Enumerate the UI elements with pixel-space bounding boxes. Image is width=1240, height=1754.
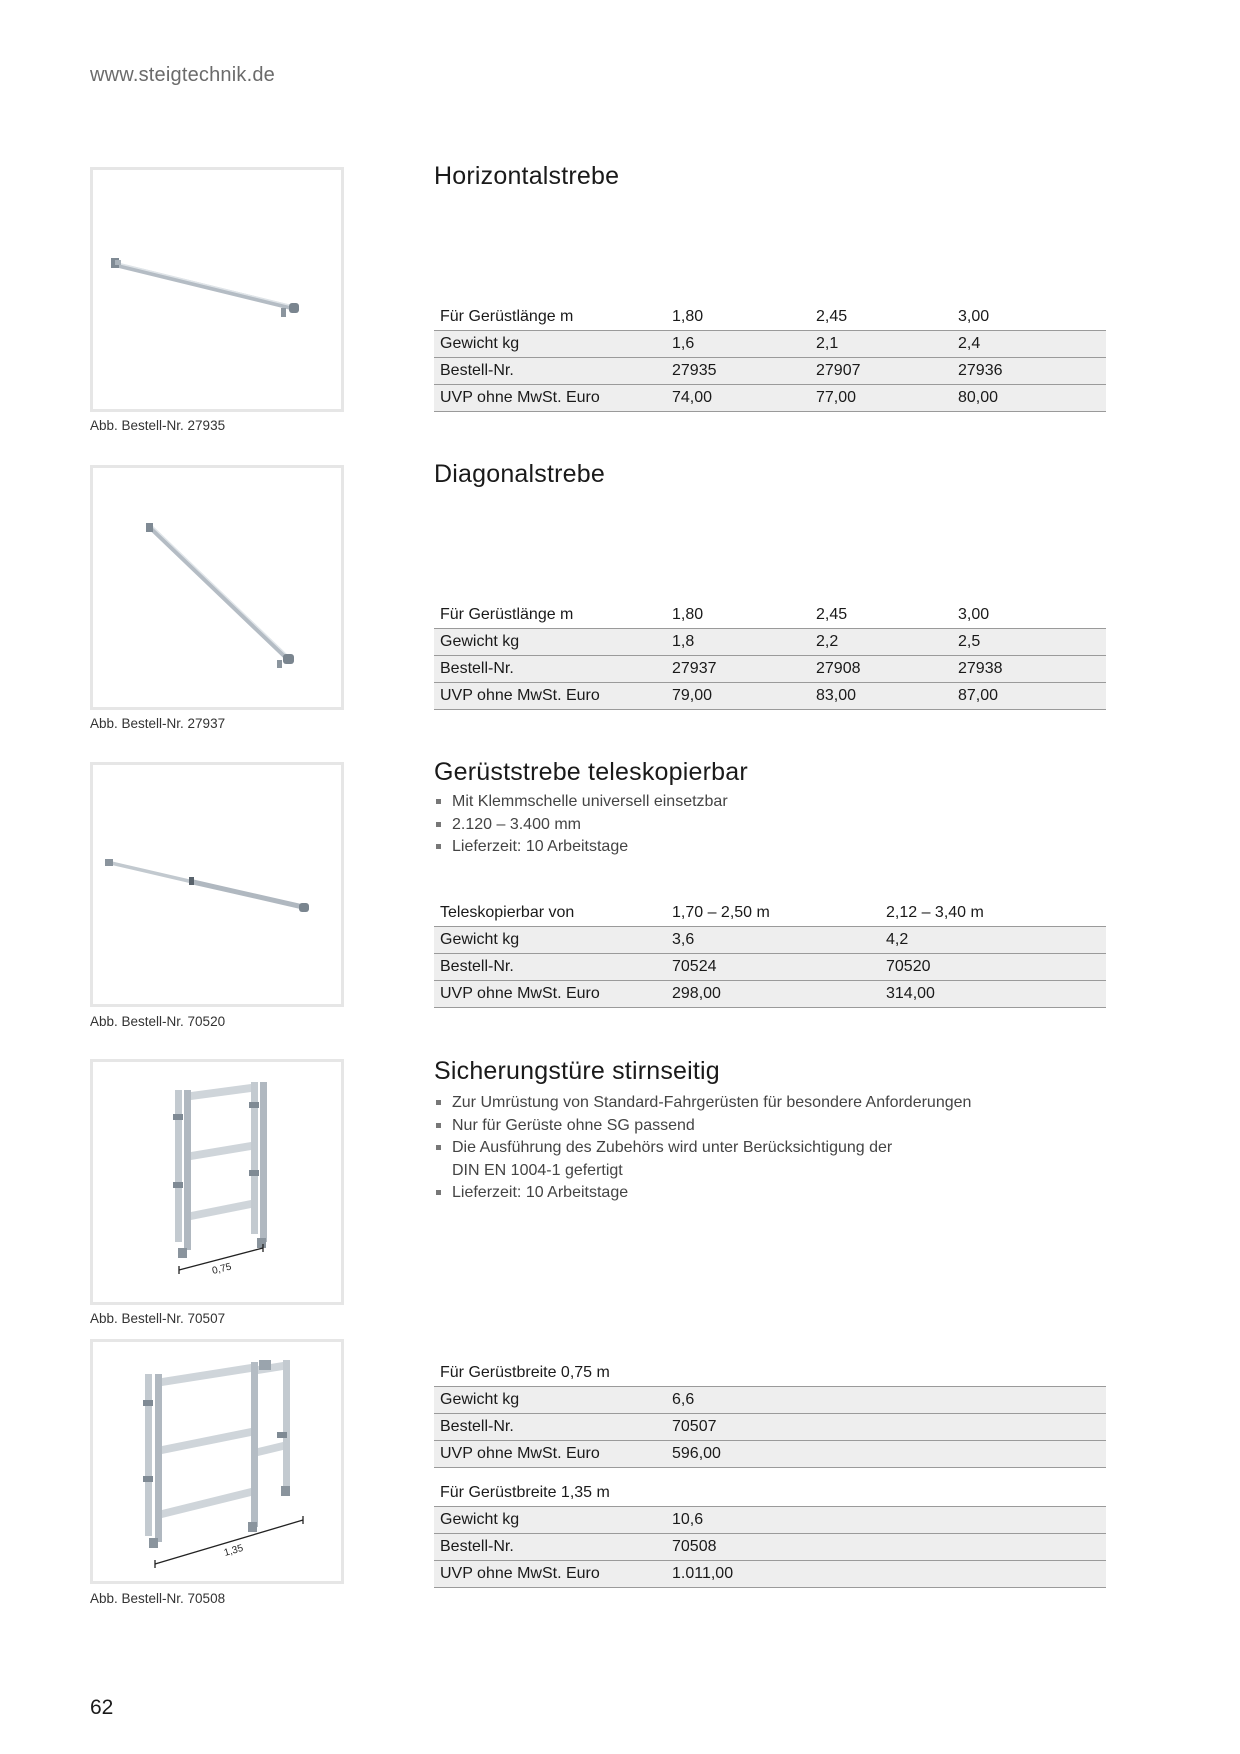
image-caption: Abb. Bestell-Nr. 70507: [90, 1311, 226, 1326]
site-url[interactable]: www.steigtechnik.de: [90, 64, 276, 86]
safety-gate-narrow-icon: [93, 1062, 341, 1302]
feature-list: [434, 1092, 1114, 1205]
list-item: Die Ausführung des Zubehörs wird unter Berücksichtigung der: [434, 1137, 1114, 1160]
product-image-horizontalstrebe: [90, 167, 344, 412]
table-row: Bestell-Nr. 70508: [434, 1534, 1106, 1561]
telescopic-brace-icon: [93, 765, 341, 1004]
table-row: Für Gerüstbreite 0,75 m: [434, 1360, 1106, 1387]
image-caption: Abb. Bestell-Nr. 70508: [90, 1591, 226, 1606]
table-row: Bestell-Nr. 27935 27907 27936: [434, 358, 1106, 385]
section-title: Horizontalstrebe: [434, 162, 620, 190]
table-row: UVP ohne MwSt. Euro 74,00 77,00 80,00: [434, 385, 1106, 412]
section-title: Gerüststrebe teleskopierbar: [434, 758, 748, 786]
list-item: Lieferzeit: 10 Arbeitstage: [434, 836, 1114, 859]
table-row: UVP ohne MwSt. Euro 79,00 83,00 87,00: [434, 683, 1106, 710]
dimension-label: 0,75: [211, 1261, 233, 1277]
table-row: UVP ohne MwSt. Euro 596,00: [434, 1441, 1106, 1468]
table-row: UVP ohne MwSt. Euro 298,00 314,00: [434, 981, 1106, 1008]
table-row: Für Gerüstlänge m 1,80 2,45 3,00: [434, 602, 1106, 629]
spec-table-135: [434, 1480, 1106, 1588]
table-row: UVP ohne MwSt. Euro 1.011,00: [434, 1561, 1106, 1588]
list-item: 2.120 – 3.400 mm: [434, 814, 1114, 837]
product-image-teleskopstrebe: [90, 762, 344, 1007]
spec-table: [434, 900, 1106, 1008]
list-item: DIN EN 1004-1 gefertigt: [452, 1161, 623, 1179]
list-item: Lieferzeit: 10 Arbeitstage: [434, 1182, 1114, 1205]
safety-gate-wide-icon: [93, 1342, 341, 1581]
list-item: Mit Klemmschelle universell einsetzbar: [434, 791, 1114, 814]
dimension-label: 1,35: [222, 1542, 245, 1559]
list-item: Zur Umrüstung von Standard-Fahrgerüsten für besondere Anforderungen: [434, 1092, 1114, 1115]
table-row: Für Gerüstbreite 1,35 m: [434, 1480, 1106, 1507]
feature-list: [434, 791, 1114, 859]
table-row: Gewicht kg 3,6 4,2: [434, 927, 1106, 954]
diagonal-brace-icon: [93, 468, 341, 707]
table-row: Bestell-Nr. 70507: [434, 1414, 1106, 1441]
table-row: Gewicht kg 6,6: [434, 1387, 1106, 1414]
spec-table: [434, 304, 1106, 412]
table-row: Teleskopierbar von 1,70 – 2,50 m 2,12 – 3,40 m: [434, 900, 1106, 927]
image-caption: Abb. Bestell-Nr. 70520: [90, 1014, 226, 1029]
image-caption: Abb. Bestell-Nr. 27935: [90, 418, 226, 433]
list-item: Nur für Gerüste ohne SG passend: [434, 1115, 1114, 1138]
table-row: Gewicht kg 1,8 2,2 2,5: [434, 629, 1106, 656]
section-title: Diagonalstrebe: [434, 460, 605, 488]
table-row: Gewicht kg 1,6 2,1 2,4: [434, 331, 1106, 358]
image-caption: Abb. Bestell-Nr. 27937: [90, 716, 226, 731]
table-row: Bestell-Nr. 70524 70520: [434, 954, 1106, 981]
horizontal-brace-icon: [93, 170, 341, 409]
page-number: 62: [90, 1696, 114, 1719]
table-row: Für Gerüstlänge m 1,80 2,45 3,00: [434, 304, 1106, 331]
table-row: Gewicht kg 10,6: [434, 1507, 1106, 1534]
spec-table-075: [434, 1360, 1106, 1468]
product-image-sicherungstuere-075: [90, 1059, 344, 1305]
product-image-sicherungstuere-135: [90, 1339, 344, 1584]
spec-table: [434, 602, 1106, 710]
product-image-diagonalstrebe: [90, 465, 344, 710]
section-title: Sicherungstüre stirnseitig: [434, 1057, 720, 1085]
table-row: Bestell-Nr. 27937 27908 27938: [434, 656, 1106, 683]
